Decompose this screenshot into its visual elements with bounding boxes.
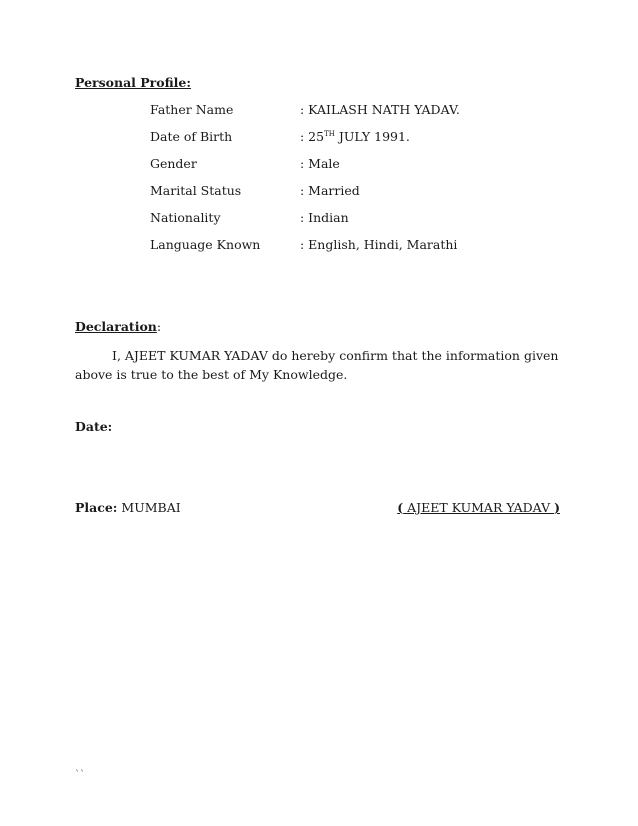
signature-open-bracket: (: [397, 500, 404, 515]
dob-month-year: JULY 1991.: [334, 129, 410, 144]
gender-value: : Male: [300, 156, 340, 171]
place-line: [75, 500, 181, 515]
language-known-value: : English, Hindi, Marathi: [300, 237, 458, 252]
declaration-heading-line: [75, 319, 161, 334]
date-of-birth-label: Date of Birth: [150, 129, 233, 144]
dob-day-suffix: TH: [324, 129, 335, 138]
gender-label: Gender: [150, 156, 197, 171]
date-label: Date:: [75, 419, 113, 434]
personal-profile-heading: Personal Profile:: [75, 75, 191, 90]
language-known-label: Language Known: [150, 237, 261, 252]
signature-name-text: AJEET KUMAR YADAV: [403, 500, 555, 515]
signature-close-bracket: ): [554, 500, 560, 515]
marital-status-value: : Married: [300, 183, 360, 198]
nationality-label: Nationality: [150, 210, 221, 225]
place-value: MUMBAI: [117, 500, 181, 515]
father-name-label: Father Name: [150, 102, 234, 117]
place-label: Place:: [75, 500, 118, 515]
signature-name: [397, 500, 560, 515]
declaration-colon: :: [156, 319, 162, 334]
marital-status-label: Marital Status: [150, 183, 242, 198]
nationality-value: : Indian: [300, 210, 349, 225]
footer-mark: ``: [75, 770, 85, 781]
declaration-text: I, AJEET KUMAR YADAV do hereby confirm that the information given above is true to the best of My Knowledge.: [75, 348, 559, 382]
declaration-heading: Declaration: [75, 319, 157, 334]
father-name-value: : KAILASH NATH YADAV.: [300, 102, 460, 117]
date-of-birth-value: [300, 129, 410, 144]
dob-day: : 25: [300, 129, 325, 144]
